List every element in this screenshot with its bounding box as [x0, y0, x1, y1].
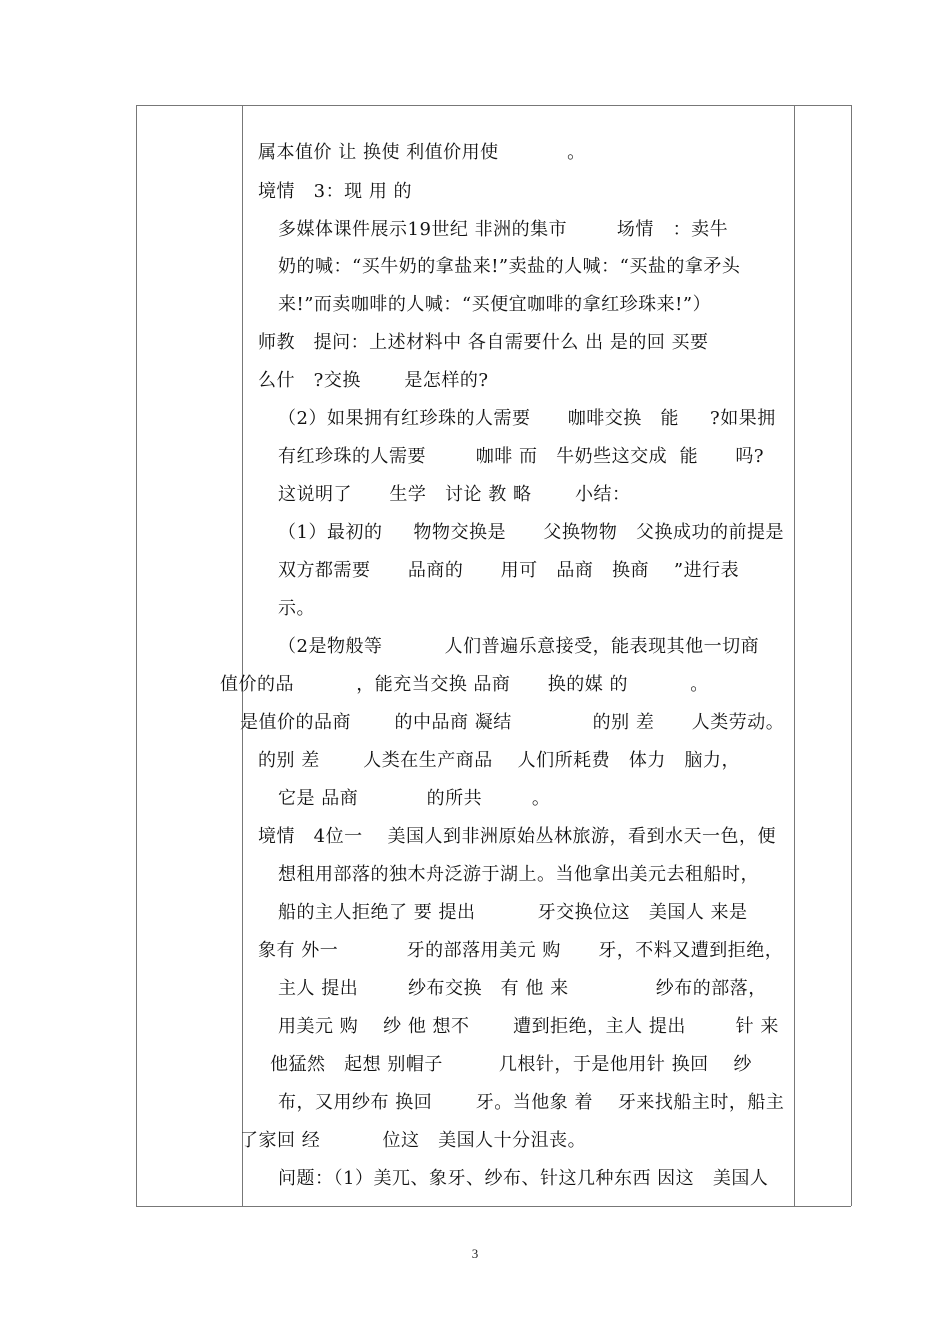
content-line: 问题：（1）美兀、象牙、纱布、针这几种东西 因这 美国人	[278, 1168, 769, 1189]
table-border-inner-right	[794, 105, 795, 1206]
content-line: 用美元 购 纱 他 想不 遭到拒绝，主人 提出 针 来	[278, 1016, 779, 1037]
content-line: 有红珍珠的人需要 咖啡 而 牛奶些这交成 能 吗?	[278, 446, 765, 467]
content-line: 的别 差 人类在生产商品 人们所耗费 体力 脑力，	[258, 750, 740, 771]
content-line: 示。	[278, 598, 315, 619]
content-line: 是值价的品商 的中品商 凝结 的别 差 人类劳动。	[240, 712, 785, 733]
content-line: 布，又用纱布 换回 牙。当他象 着 牙来找船主时，船主	[278, 1092, 785, 1113]
content-line: 属本值价 让 换使 利值价用使 。	[258, 142, 586, 163]
content-line: 来!”而卖咖啡的人喊：“买便宜咖啡的拿红珍珠来!”）	[278, 294, 712, 315]
content-line: 想租用部落的独木舟泛游于湖上。当他拿出美元去租船时，	[278, 864, 759, 885]
page-number: 3	[471, 1246, 479, 1261]
content-line: （1）最初的 物物交换是 父换物物 父换成功的前提是	[278, 522, 785, 543]
content-line: 了家回 经 位这 美国人十分沮丧。	[240, 1130, 587, 1151]
content-line: 象有 外一 牙的部落用美元 购 牙，不料又遭到拒绝，	[258, 940, 784, 961]
content-line: 主人 提出 纱布交换 有 他 来 纱布的部落，	[278, 978, 767, 999]
content-line: 双方都需要 品商的 用可 品商 换商 ”进行表	[278, 560, 740, 581]
content-line: 他猛然 起想 别帽子 几根针，于是他用针 换回 纱	[270, 1054, 752, 1075]
content-line: 值价的品 ，能充当交换 品商 换的媒 的 。	[220, 674, 709, 695]
table-border-right	[851, 105, 852, 1206]
content-line: 船的主人拒绝了 要 提出 牙交换位这 美国人 来是	[278, 902, 748, 923]
content-line: 它是 品商 的所共 。	[278, 788, 551, 809]
content-line: 么什 ?交换 是怎样的?	[258, 370, 489, 391]
content-line: （2）如果拥有红珍珠的人需要 咖啡交换 能 ?如果拥	[278, 408, 776, 429]
table-border-inner-left	[242, 105, 243, 1206]
content-line: 师教 提问：上述材料中 各自需要什么 出 是的回 买要	[258, 332, 709, 353]
content-line: （2是物般等 人们普遍乐意接受，能表现其他一切商	[278, 636, 760, 657]
table-border-left	[136, 105, 137, 1206]
content-line: 境情 3：现 用 的	[258, 181, 413, 202]
content-line: 奶的喊：“买牛奶的拿盐来!”卖盐的人喊：“买盐的拿矛头	[278, 256, 741, 277]
content-line: 境情 4位一 美国人到非洲原始丛林旅游，看到水天一色，便	[258, 826, 777, 847]
content-line: 这说明了 生学 讨论 教 略 小结：	[278, 484, 631, 505]
content-line: 多媒体课件展示19世纪 非洲的集市 场情 ：卖牛	[278, 219, 729, 240]
